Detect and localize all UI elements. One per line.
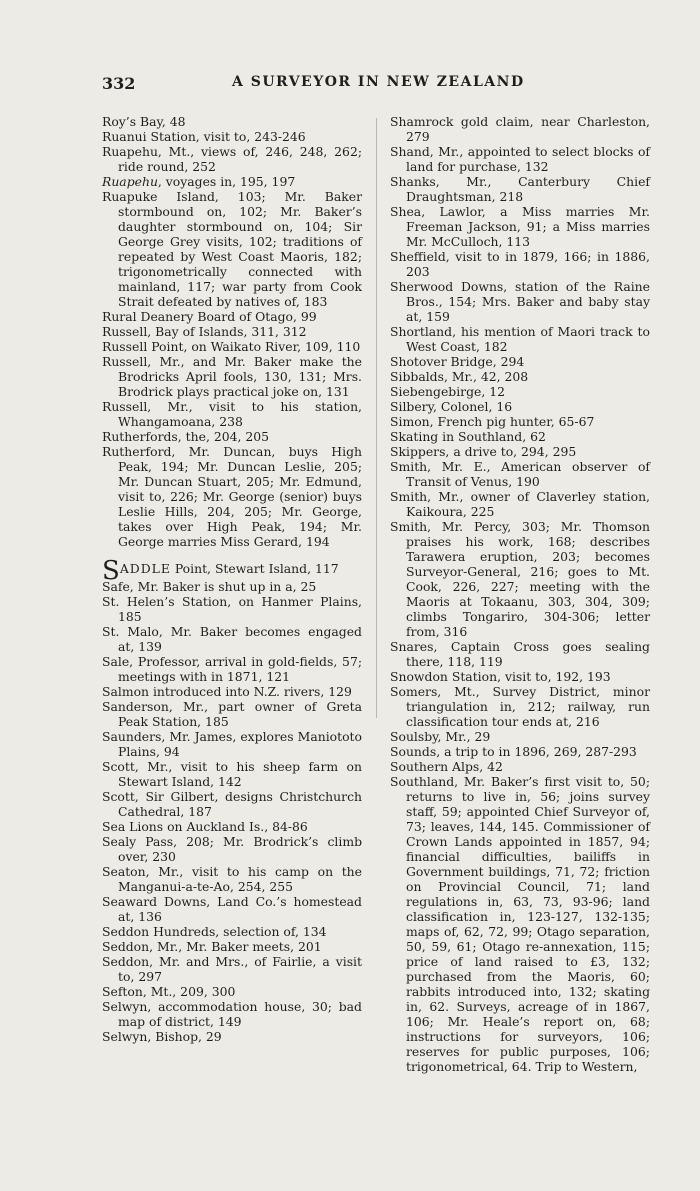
index-entry: Southern Alps, 42 (390, 759, 503, 774)
index-entry: Snares, Captain Cross goes sealing there, 118, 119 (390, 639, 650, 669)
index-entry: Selwyn, accommodation house, 30; bad map of district, 149 (102, 999, 362, 1029)
index-entry: Sale, Professor, arrival in gold-fields, 57; meetings with in 1871, 121 (102, 654, 362, 684)
index-entry: Shamrock gold claim, near Charleston, 279 (390, 114, 650, 144)
index-entry: Shand, Mr., appointed to select blocks of land for purchase, 132 (390, 144, 650, 174)
index-entry: Sea Lions on Auckland Is., 84-86 (102, 819, 308, 834)
index-entry: Rutherfords, the, 204, 205 (102, 429, 270, 444)
index-entry: Rutherford, Mr. Duncan, buys High Peak, 194; Mr. Duncan Leslie, 205; Mr. Duncan Stuart, 205; Mr. Edmund, visit to, 226; Mr. George (senior) buys Leslie Hills, 204, 205; Mr. George, takes over High Peak, 194; Mr. George marries Miss Gerard, 194 (102, 444, 362, 549)
index-column-right (390, 114, 650, 1074)
index-entry: Seaward Downs, Land Co.’s homestead at, 136 (102, 894, 362, 924)
index-entry: Seddon, Mr. and Mrs., of Fairlie, a visit to, 297 (102, 954, 362, 984)
index-entry: Seaton, Mr., visit to his camp on the Manganui-a-te-Ao, 254, 255 (102, 864, 362, 894)
index-entry: Smith, Mr. Percy, 303; Mr. Thomson praises his work, 168; describes Tarawera eruption, 203; becomes Surveyor-General, 216; goes to Mt. Cook, 226, 227; meeting with the Maoris at Tokaanu, 303, 304, 309; climbs Tongariro, 304-306; letter from, 316 (390, 519, 650, 639)
index-entry: Snowdon Station, visit to, 192, 193 (390, 669, 611, 684)
index-entry: Smith, Mr. E., American observer of Transit of Venus, 190 (390, 459, 650, 489)
index-entry: Ruapuke Island, 103; Mr. Baker stormbound on, 102; Mr. Baker’s daughter stormbound on, 104; Sir George Grey visits, 102; traditions of repeated by West Coast Maoris, 182; trigonometrically connected with mainland, 117; war party from Cook Strait defeated by natives of, 183 (102, 189, 362, 309)
index-entry: Skating in Southland, 62 (390, 429, 546, 444)
index-entry: Sherwood Downs, station of the Raine Bros., 154; Mrs. Baker and baby stay at, 159 (390, 279, 650, 324)
index-entry: Russell, Bay of Islands, 311, 312 (102, 324, 307, 339)
index-entry: Selwyn, Bishop, 29 (102, 1029, 222, 1044)
index-entry: Simon, French pig hunter, 65-67 (390, 414, 595, 429)
index-entry: Seddon Hundreds, selection of, 134 (102, 924, 327, 939)
column-divider (376, 118, 377, 718)
index-entry: Sealy Pass, 208; Mr. Brodrick’s climb over, 230 (102, 834, 362, 864)
index-entry: Safe, Mr. Baker is shut up in a, 25 (102, 579, 317, 594)
index-entry: Skippers, a drive to, 294, 295 (390, 444, 577, 459)
index-entry: Southland, Mr. Baker’s first visit to, 50; returns to live in, 56; joins survey staff, 59; appointed Chief Surveyor of, 73; leaves, 144, 145. Commissioner of Crown Lands appointed in 1857, 94; financial difficulties, bailiffs in Government buildings, 71, 72; friction on Provincial Council, 71; land regulations in, 63, 73, 93-96; land classification in, 123-127, 132-135; maps of, 62, 72, 99; Otago separation, 50, 59, 61; Otago re-annexation, 115; price of land raised to £3, 132; purchased from the Maoris, 60; rabbits introduced into, 132; skating in, 62. Surveys, acreage of in 1867, 106; Mr. Heale’s report on, 68; instructions for surveyors, 106; reserves for public purposes, 106; trigonometrical, 64. Trip to Western, (390, 774, 650, 1074)
index-entry: Sounds, a trip to in 1896, 269, 287-293 (390, 744, 637, 759)
index-entry: Ruapehu, Mt., views of, 246, 248, 262; ride round, 252 (102, 144, 362, 174)
index-entry: Shortland, his mention of Maori track to West Coast, 182 (390, 324, 650, 354)
index-entry: Siebengebirge, 12 (390, 384, 506, 399)
running-head: A SURVEYOR IN NEW ZEALAND (232, 74, 525, 90)
index-entry: Sheffield, visit to in 1879, 166; in 1886, 203 (390, 249, 650, 279)
index-entry: Smith, Mr., owner of Claverley station, Kaikoura, 225 (390, 489, 650, 519)
index-entry: Shotover Bridge, 294 (390, 354, 525, 369)
index-entry: Roy’s Bay, 48 (102, 114, 186, 129)
index-entry: Scott, Sir Gilbert, designs Christchurch Cathedral, 187 (102, 789, 362, 819)
index-entry: Sanderson, Mr., part owner of Greta Peak Station, 185 (102, 699, 362, 729)
index-entry: Russell Point, on Waikato River, 109, 110 (102, 339, 361, 354)
index-entry: St. Helen’s Station, on Hanmer Plains, 185 (102, 594, 362, 624)
index-column-left (102, 114, 362, 1044)
index-entry: Sibbalds, Mr., 42, 208 (390, 369, 529, 384)
index-entry: Saunders, Mr. James, explores Maniototo Plains, 94 (102, 729, 362, 759)
index-entry: Russell, Mr., visit to his station, Whangamoana, 238 (102, 399, 362, 429)
index-entry: Sefton, Mt., 209, 300 (102, 984, 236, 999)
page-number: 332 (102, 74, 136, 93)
index-entry: Salmon introduced into N.Z. rivers, 129 (102, 684, 352, 699)
index-entry: Silbery, Colonel, 16 (390, 399, 513, 414)
index-entry: Ruapehu, voyages in, 195, 197 (102, 174, 296, 189)
index-entry: Russell, Mr., and Mr. Baker make the Brodricks April fools, 130, 131; Mrs. Brodrick plays practical joke on, 131 (102, 354, 362, 399)
index-entry: SADDLE Point, Stewart Island, 117 (102, 556, 339, 586)
index-entry: Seddon, Mr., Mr. Baker meets, 201 (102, 939, 322, 954)
index-entry: Scott, Mr., visit to his sheep farm on Stewart Island, 142 (102, 759, 362, 789)
index-entry: Somers, Mt., Survey District, minor triangulation in, 212; railway, run classification tour ends at, 216 (390, 684, 650, 729)
index-entry: Shanks, Mr., Canterbury Chief Draughtsman, 218 (390, 174, 650, 204)
index-entry: Shea, Lawlor, a Miss marries Mr. Freeman Jackson, 91; a Miss marries Mr. McCulloch, 113 (390, 204, 650, 249)
index-entry: Rural Deanery Board of Otago, 99 (102, 309, 317, 324)
index-entry: Soulsby, Mr., 29 (390, 729, 491, 744)
index-entry: St. Malo, Mr. Baker becomes engaged at, 139 (102, 624, 362, 654)
index-entry: Ruanui Station, visit to, 243-246 (102, 129, 306, 144)
